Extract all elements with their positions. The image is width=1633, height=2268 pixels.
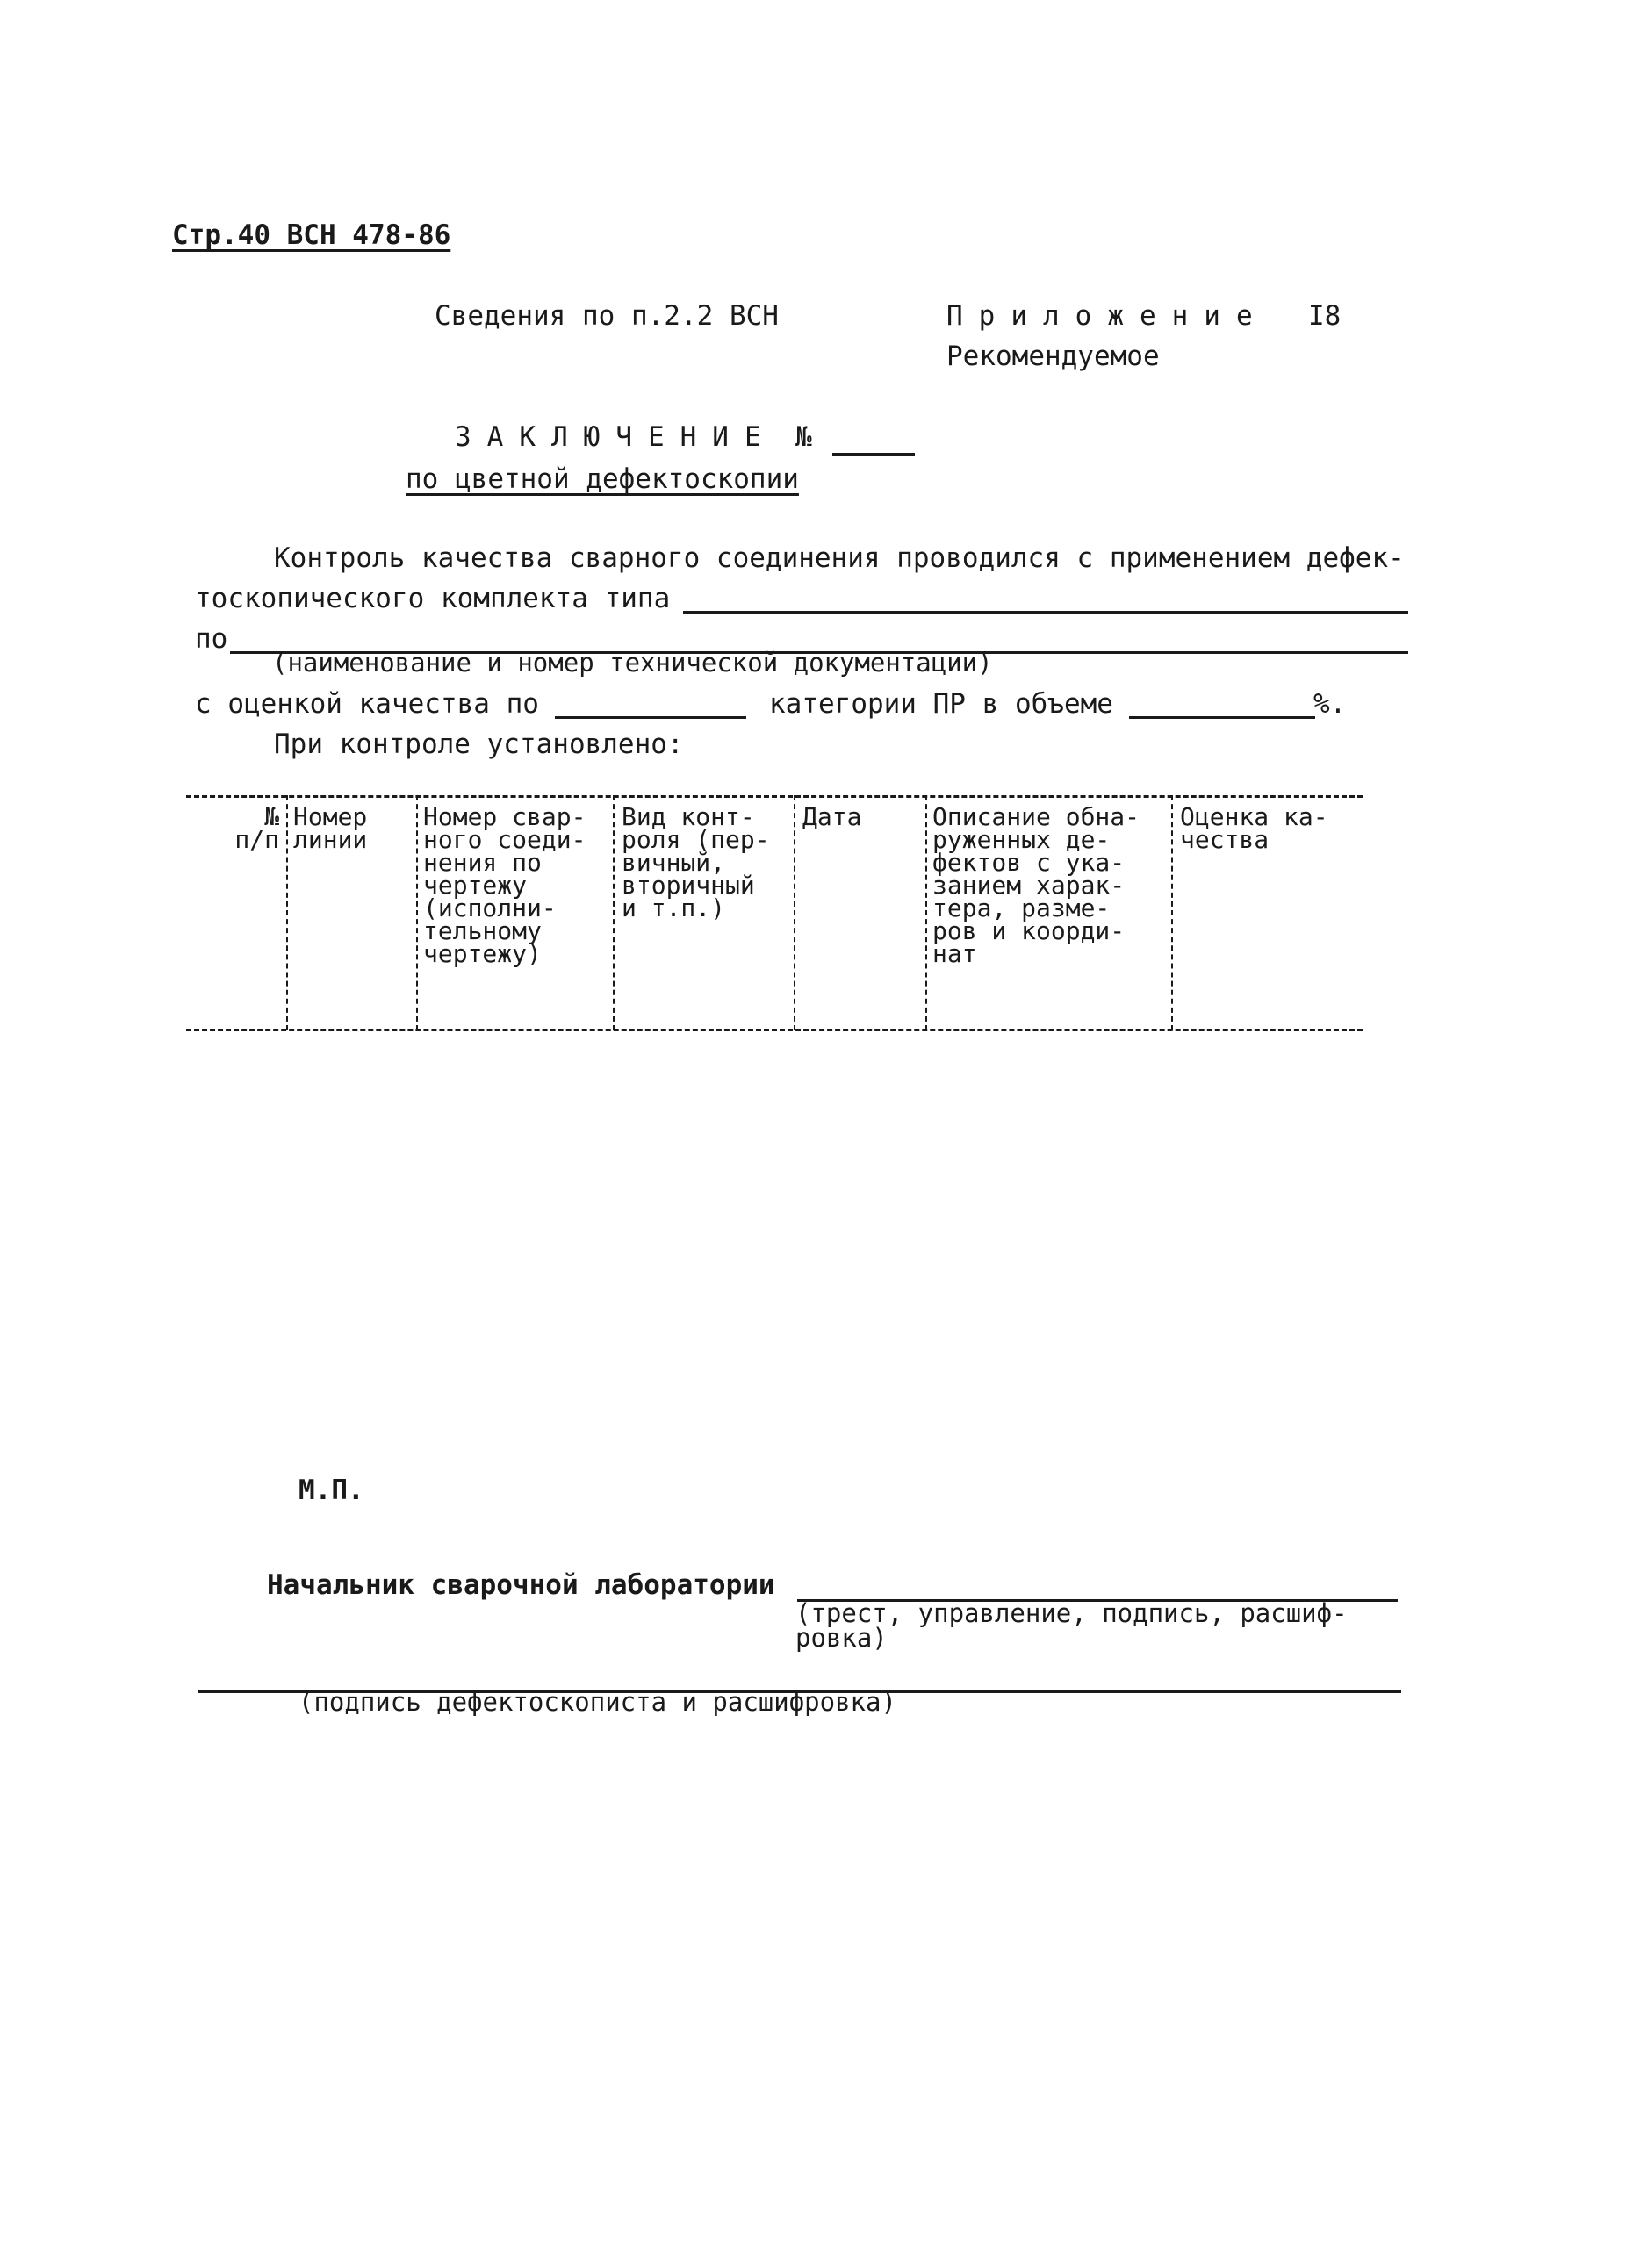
body-line-5: При контроле установлено: (274, 728, 684, 760)
volume-blank-line (1129, 716, 1315, 719)
column-header-joint: Номер свар- ного соеди- нения по чертежу (исполни- тельному чертежу) (423, 802, 586, 968)
chief-label: Начальник сварочной лаборатории (267, 1569, 775, 1601)
number-sign: № (795, 421, 812, 453)
page-reference: Стр.40 ВСН 478-86 (172, 219, 451, 251)
info-reference: Сведения по п.2.2 ВСН (435, 300, 779, 332)
column-divider (286, 795, 288, 1030)
category-blank-line (555, 716, 746, 719)
body-line-4a: с оценкой качества по (195, 688, 539, 720)
stamp-label: М.П. (299, 1475, 364, 1506)
column-header-defects: Описание обна- руженных де- фектов с ука- занием харак- тера, разме- ров и коорди- нат (932, 802, 1140, 968)
column-divider (416, 795, 418, 1030)
column-header-number: № п/п (234, 802, 279, 854)
column-header-quality: Оценка ка- чества (1180, 802, 1328, 854)
recommended-label: Рекомендуемое (946, 341, 1160, 372)
kit-type-blank-line (683, 611, 1408, 614)
appendix-label: Приложение (946, 300, 1269, 332)
inspector-caption: (подпись дефектоскописта и расшифровка) (299, 1687, 896, 1717)
documentation-caption: (наименование и номер технической документации) (272, 648, 993, 678)
number-blank-line (832, 453, 915, 456)
column-header-control-type: Вид конт- роля (пер- вичный, вторичный и т.п.) (622, 802, 770, 922)
document-subtitle: по цветной дефектоскопии (406, 463, 799, 495)
chief-caption: (трест, управление, подпись, расшиф- ровка) (795, 1598, 1348, 1653)
body-line-4c: %. (1313, 688, 1347, 720)
column-divider (925, 795, 927, 1030)
body-line-1: Контроль качества сварного соединения проводился с применением дефек- (274, 542, 1405, 574)
column-header-date: Дата (802, 802, 862, 831)
table-top-border (186, 795, 1363, 798)
body-line-2: тоскопического комплекта типа (195, 583, 671, 614)
column-divider (794, 795, 795, 1030)
column-divider (1171, 795, 1173, 1030)
column-header-line: Номер линии (293, 802, 368, 854)
document-title: ЗАКЛЮЧЕНИЕ (455, 421, 777, 453)
appendix-number: I8 (1308, 300, 1342, 332)
body-line-4b: категории ПР в объеме (769, 688, 1113, 720)
table-bottom-border (186, 1029, 1363, 1031)
column-divider (613, 795, 615, 1030)
body-line-3-prefix: по (195, 623, 228, 655)
